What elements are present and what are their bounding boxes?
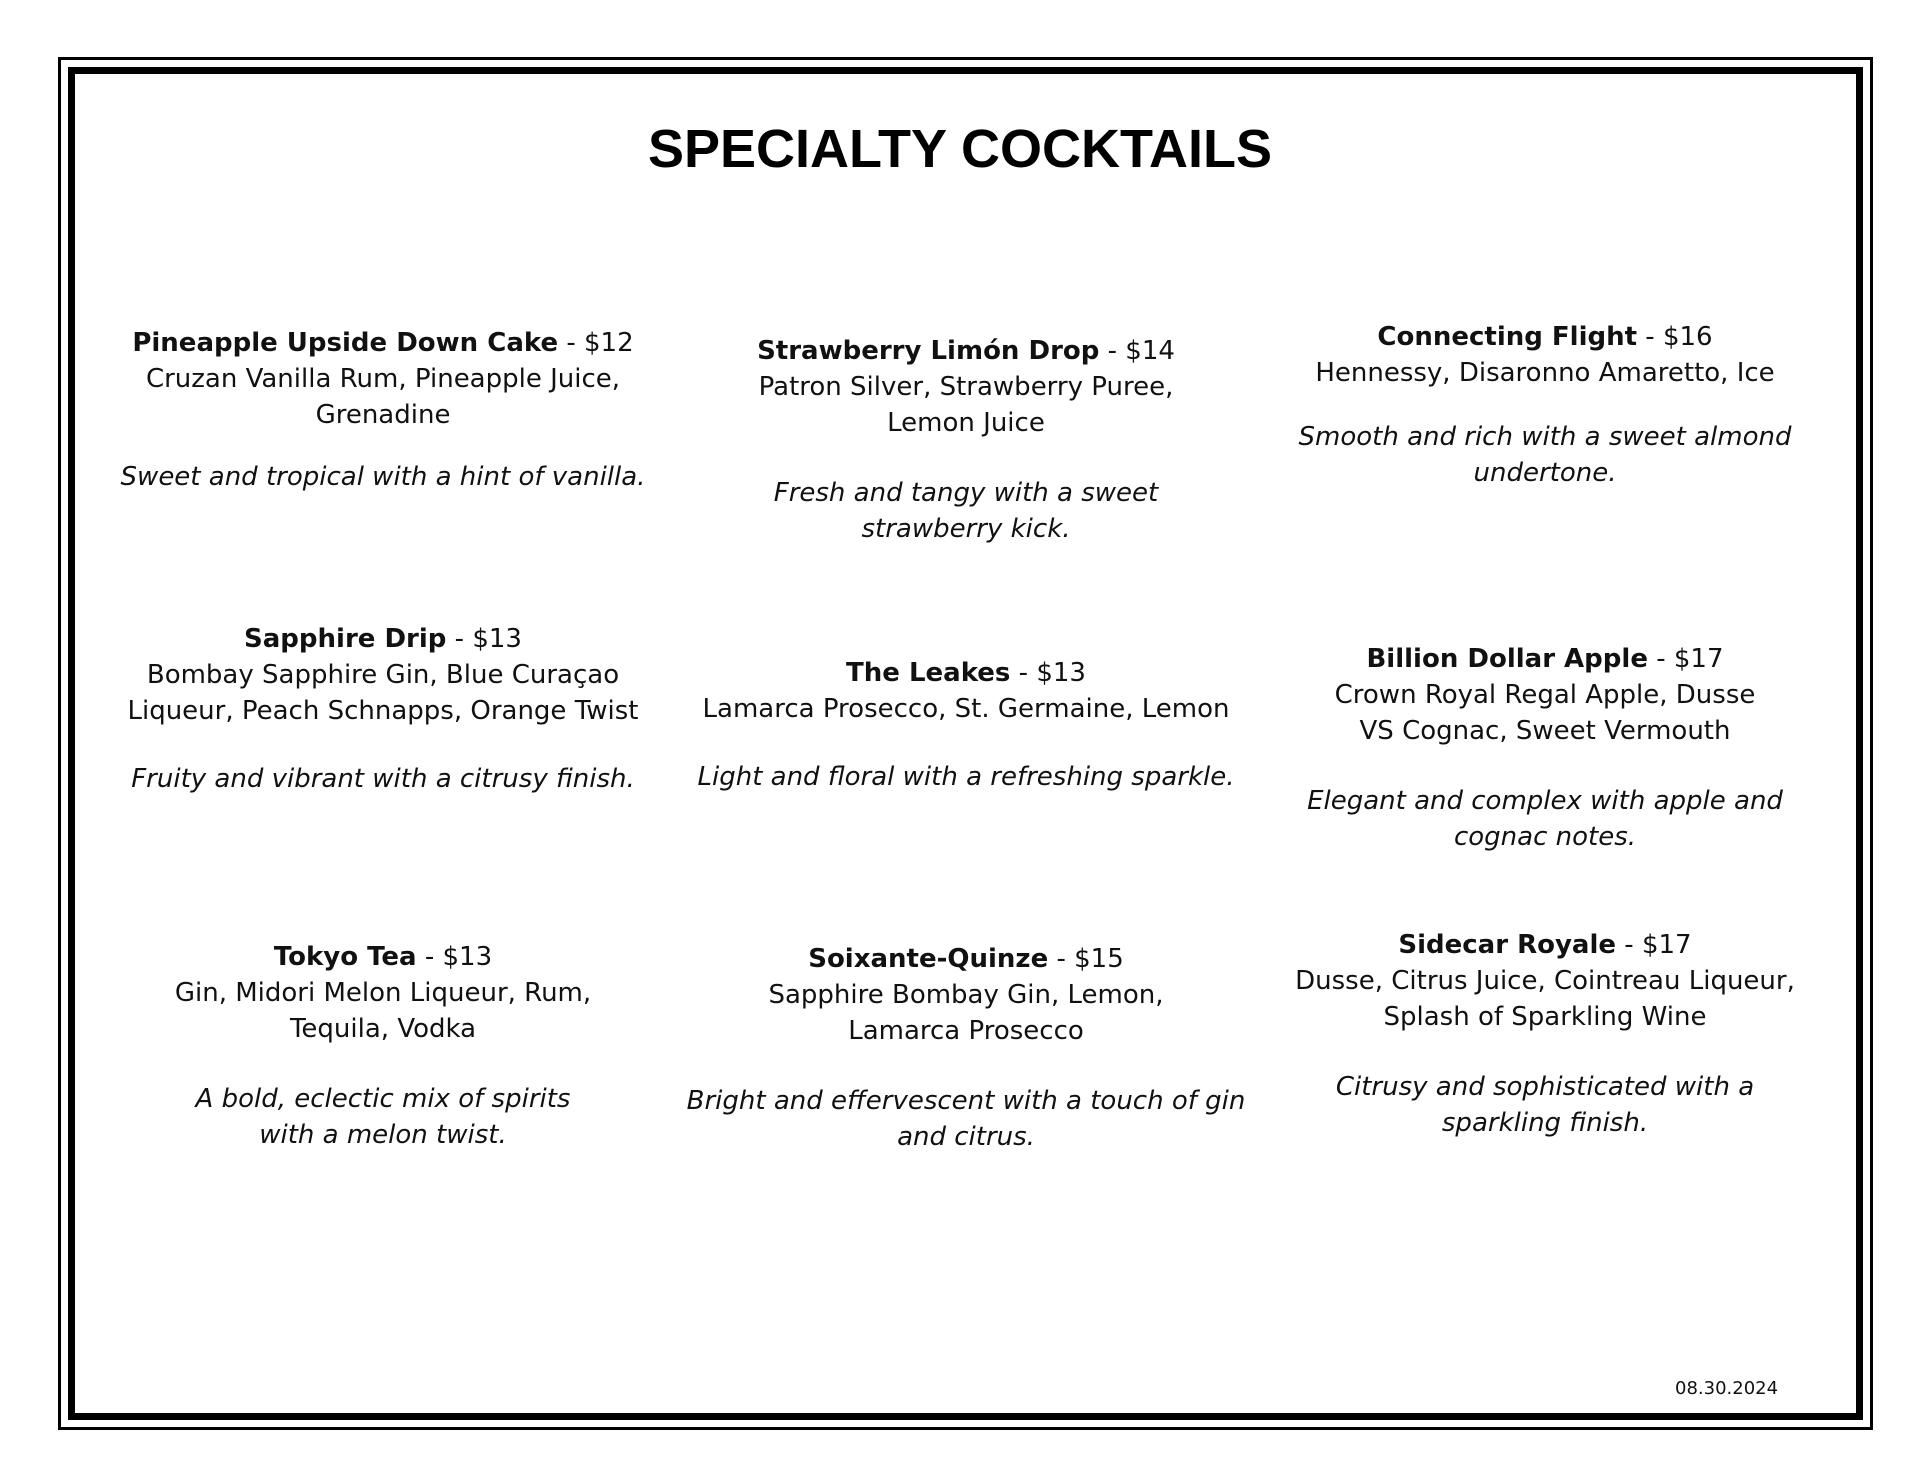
cocktail-item	[686, 941, 1246, 1155]
cocktail-name: The Leakes	[846, 658, 1011, 688]
cocktail-name-line: Tokyo Tea - $13	[273, 942, 493, 972]
cocktail-item	[1265, 641, 1825, 855]
cocktail-name-line: Sapphire Drip - $13	[244, 624, 522, 654]
cocktail-name-line: Connecting Flight - $16	[1377, 322, 1713, 352]
cocktail-item	[1265, 319, 1825, 491]
cocktail-price: $13	[442, 942, 493, 972]
cocktail-ingredients: Cruzan Vanilla Rum, Pineapple Juice, Grenadine	[145, 364, 621, 430]
cocktail-description: Bright and effervescent with a touch of gin and citrus.	[686, 1086, 1246, 1152]
cocktail-name-line: Sidecar Royale - $17	[1398, 930, 1692, 960]
cocktail-ingredients: Dusse, Citrus Juice, Cointreau Liqueur, Splash of Sparkling Wine	[1295, 966, 1795, 1032]
cocktail-item	[686, 333, 1246, 547]
cocktail-price: $15	[1074, 944, 1124, 974]
cocktail-price: $12	[584, 328, 634, 358]
cocktail-ingredients: Bombay Sapphire Gin, Blue Curaçao Liqueur, Peach Schnapps, Orange Twist	[127, 660, 639, 726]
cocktail-name: Billion Dollar Apple	[1366, 644, 1648, 674]
cocktail-price: $14	[1125, 336, 1175, 366]
cocktail-ingredients: Lamarca Prosecco, St. Germaine, Lemon	[702, 694, 1230, 724]
menu-title: SPECIALTY COCKTAILS	[647, 119, 1273, 179]
menu-date: 08.30.2024	[1675, 1378, 1779, 1399]
cocktail-name-line: Soixante-Quinze - $15	[808, 944, 1124, 974]
cocktail-price: $17	[1673, 644, 1724, 674]
cocktail-item	[103, 621, 663, 797]
cocktail-name: Sidecar Royale	[1398, 930, 1617, 960]
cocktail-description: Sweet and tropical with a hint of vanilla.	[120, 462, 646, 492]
cocktail-ingredients: Hennessy, Disaronno Amaretto, Ice	[1315, 358, 1775, 388]
cocktail-name-line: Pineapple Upside Down Cake - $12	[132, 328, 634, 358]
cocktail-description: Citrusy and sophisticated with a sparkling finish.	[1335, 1072, 1755, 1138]
cocktail-name: Strawberry Limón Drop	[757, 336, 1100, 366]
cocktail-ingredients: Gin, Midori Melon Liqueur, Rum, Tequila, Vodka	[174, 978, 592, 1044]
cocktail-name: Connecting Flight	[1377, 322, 1638, 352]
cocktail-name: Sapphire Drip	[244, 624, 447, 654]
cocktail-name-line: The Leakes - $13	[846, 658, 1086, 688]
cocktail-ingredients: Sapphire Bombay Gin, Lemon, Lamarca Prosecco	[768, 980, 1164, 1046]
cocktail-price: $13	[472, 624, 522, 654]
cocktail-item	[103, 939, 663, 1153]
cocktail-description: Light and floral with a refreshing sparkle.	[697, 762, 1235, 792]
cocktail-ingredients: Patron Silver, Strawberry Puree, Lemon Juice	[758, 372, 1174, 438]
cocktail-name-line: Strawberry Limón Drop - $14	[757, 336, 1175, 366]
cocktail-name: Soixante-Quinze	[808, 944, 1049, 974]
cocktail-description: Fresh and tangy with a sweet strawberry kick.	[773, 478, 1159, 544]
cocktail-price: $13	[1036, 658, 1086, 688]
cocktail-description: Fruity and vibrant with a citrusy finish.	[131, 764, 635, 794]
cocktail-item	[686, 655, 1246, 795]
cocktail-item	[1265, 927, 1825, 1141]
cocktail-name: Tokyo Tea	[273, 942, 417, 972]
cocktail-name-line: Billion Dollar Apple - $17	[1366, 644, 1724, 674]
cocktail-description: Smooth and rich with a sweet almond undertone.	[1298, 422, 1792, 488]
cocktail-description: A bold, eclectic mix of spirits with a melon twist.	[195, 1084, 571, 1150]
cocktail-item	[103, 325, 663, 495]
cocktail-description: Elegant and complex with apple and cognac notes.	[1307, 786, 1783, 852]
cocktail-ingredients: Crown Royal Regal Apple, Dusse VS Cognac, Sweet Vermouth	[1334, 680, 1756, 746]
cocktail-price: $17	[1641, 930, 1692, 960]
cocktail-price: $16	[1662, 322, 1713, 352]
cocktail-name: Pineapple Upside Down Cake	[132, 328, 559, 358]
